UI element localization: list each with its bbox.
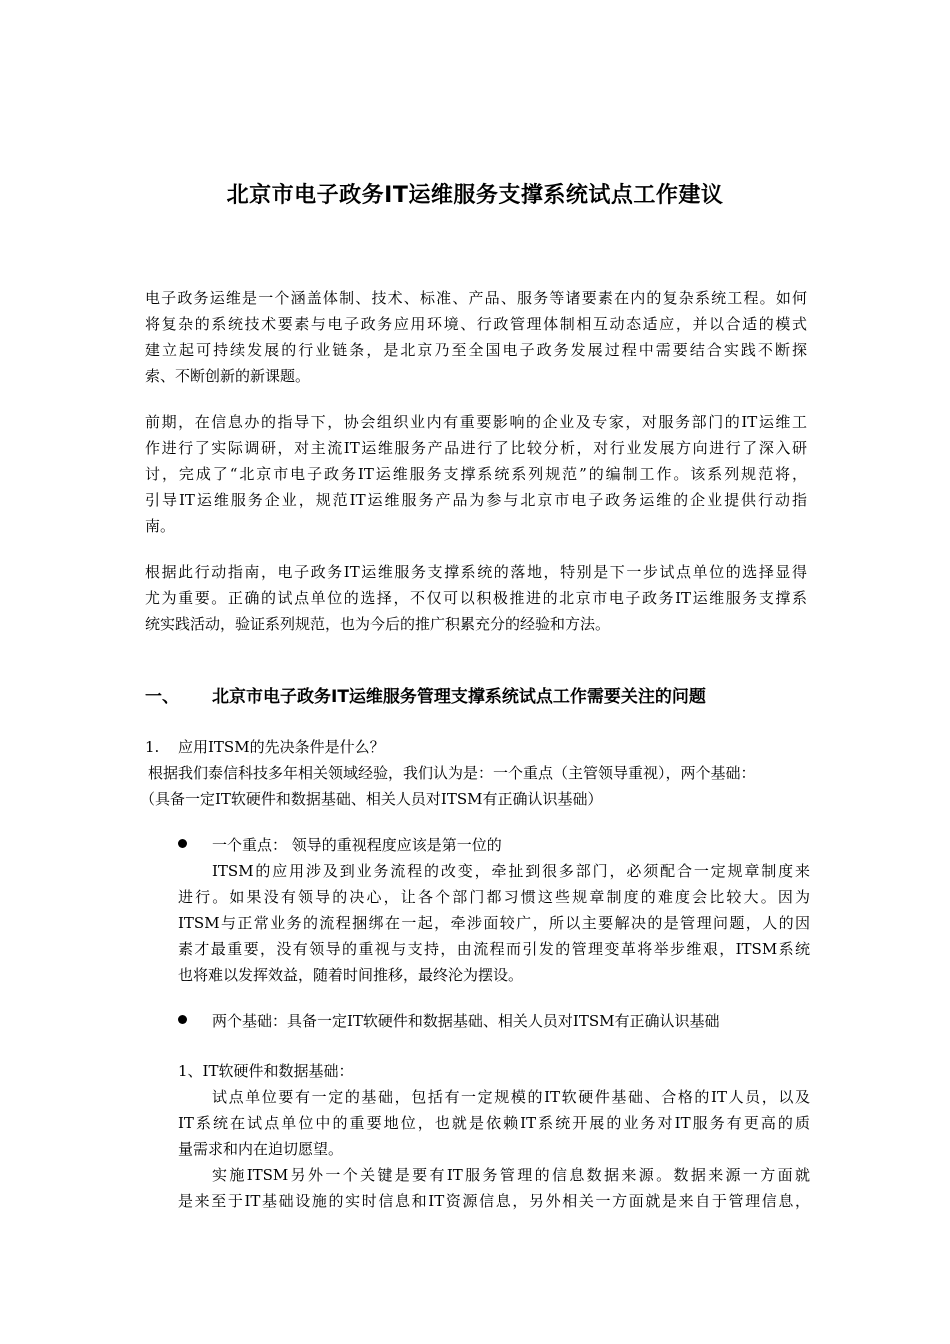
bullet-body-line: 素才最重要，没有领导的重视与支持，由流程而引发的管理变革将举步维艰，ITSM系统: [178, 940, 810, 958]
bullet-body-line: ITSM的应用涉及到业务流程的改变，牵扯到很多部门，必须配合一定规章制度来: [212, 862, 810, 880]
subsection-line: 试点单位要有一定的基础，包括有一定规模的IT软硬件基础、合格的IT人员，以及: [212, 1088, 810, 1106]
question-number: 1.: [145, 738, 160, 756]
intro-p1-line: 索、不断创新的新课题。: [145, 367, 311, 385]
intro-p3-line: 尤为重要。正确的试点单位的选择，不仅可以积极推进的北京市电子政务IT运维服务支撑系: [145, 589, 807, 607]
section-heading: 北京市电子政务IT运维服务管理支撑系统试点工作需要关注的问题: [212, 687, 706, 707]
subsection-line: 实施ITSM另外一个关键是要有IT服务管理的信息数据来源。数据来源一方面就: [212, 1166, 810, 1184]
intro-p2-line: 讨，完成了“北京市电子政务IT运维服务支撑系统系列规范”的编制工作。该系列规范将，: [145, 465, 807, 483]
subsection-line: 是来至于IT基础设施的实时信息和IT资源信息，另外相关一方面就是来自于管理信息，: [178, 1192, 810, 1210]
question-text: 应用ITSM的先决条件是什么？: [178, 738, 385, 756]
section-number: 一、: [145, 687, 179, 707]
intro-p2-line: 前期，在信息办的指导下，协会组织业内有重要影响的企业及专家，对服务部门的IT运维工: [145, 413, 807, 431]
bullet-heading: 两个基础：具备一定IT软硬件和数据基础、相关人员对ITSM有正确认识基础: [212, 1012, 720, 1030]
bullet-body-line: 进行。如果没有领导的决心，让各个部门都习惯这些规章制度的难度会比较大。因为: [178, 888, 810, 906]
answer-line: （具备一定IT软硬件和数据基础、相关人员对ITSM有正确认识基础）: [140, 790, 603, 808]
document-title: 北京市电子政务IT运维服务支撑系统试点工作建议: [226, 183, 724, 208]
intro-p2-line: 南。: [145, 517, 176, 535]
answer-line: 根据我们泰信科技多年相关领域经验，我们认为是：一个重点（主管领导重视），两个基础：: [148, 764, 756, 782]
intro-p2-line: 作进行了实际调研，对主流IT运维服务产品进行了比较分析，对行业发展方向进行了深入研: [145, 439, 807, 457]
bullet-dot: [178, 839, 187, 848]
bullet-heading: 一个重点： 领导的重视程度应该是第一位的: [212, 836, 502, 854]
intro-p1-line: 电子政务运维是一个涵盖体制、技术、标准、产品、服务等诸要素在内的复杂系统工程。如何: [145, 289, 807, 307]
subsection-line: IT系统在试点单位中的重要地位，也就是依赖IT系统开展的业务对IT服务有更高的质: [178, 1114, 810, 1132]
intro-p3-line: 统实践活动，验证系列规范，也为今后的推广积累充分的经验和方法。: [145, 615, 611, 633]
bullet-body-line: 也将难以发挥效益，随着时间推移，最终沦为摆设。: [178, 966, 524, 984]
bullet-body-line: ITSM与正常业务的流程捆绑在一起，牵涉面较广，所以主要解决的是管理问题，人的因: [178, 914, 810, 932]
intro-p2-line: 引导IT运维服务企业，规范IT运维服务产品为参与北京市电子政务运维的企业提供行动指: [145, 491, 807, 509]
intro-p1-line: 将复杂的系统技术要素与电子政务应用环境、行政管理体制相互动态适应，并以合适的模式: [145, 315, 807, 333]
subsection-heading: 1、IT软硬件和数据基础：: [178, 1062, 354, 1080]
bullet-dot: [178, 1015, 187, 1024]
intro-p3-line: 根据此行动指南，电子政务IT运维服务支撑系统的落地，特别是下一步试点单位的选择显得: [145, 563, 807, 581]
subsection-line: 量需求和内在迫切愿望。: [178, 1140, 344, 1158]
intro-p1-line: 建立起可持续发展的行业链条，是北京乃至全国电子政务发展过程中需要结合实践不断探: [145, 341, 807, 359]
